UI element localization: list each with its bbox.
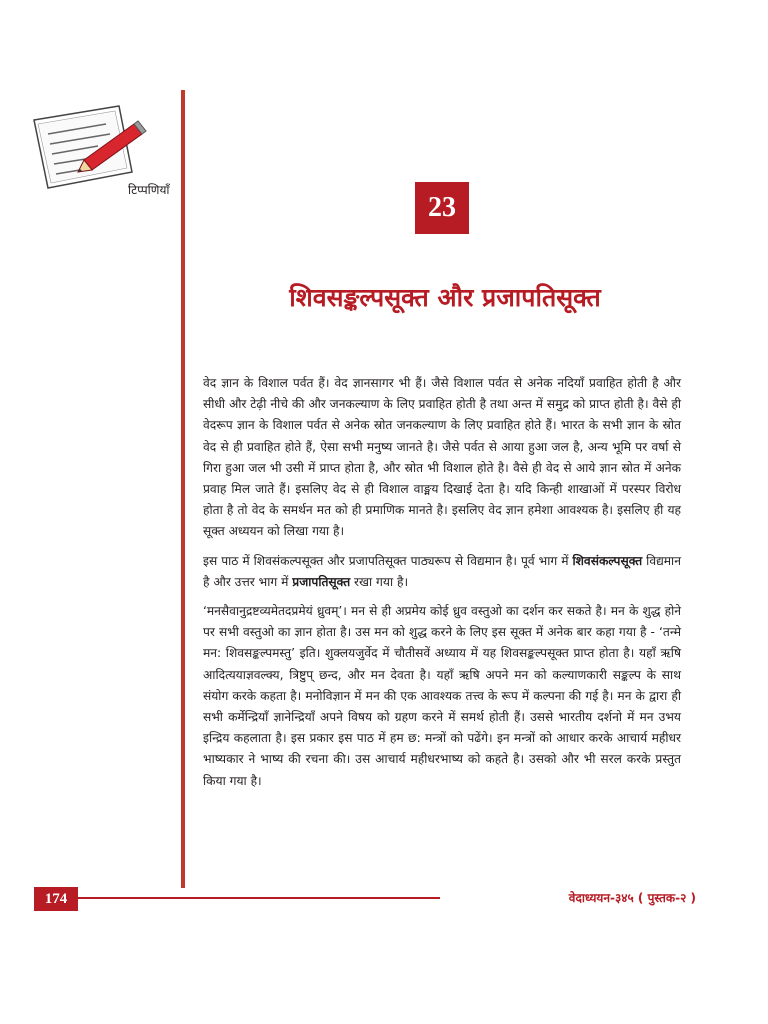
paragraph-structure-part-1: इस पाठ में शिवसंकल्पसूक्त और प्रजापतिसूक्त पाठ्यरूप से विद्यमान है। पूर्व भाग में <box>203 553 573 568</box>
term-prajapati: प्रजापतिसूक्त <box>292 574 351 589</box>
paragraph-structure <box>203 551 681 593</box>
body-text <box>203 373 681 800</box>
term-shivasankalpa: शिवसंकल्पसूक्त <box>572 553 643 568</box>
paragraph-intro: वेद ज्ञान के विशाल पर्वत हैं। वेद ज्ञानसागर भी हैं। जैसे विशाल पर्वत से अनेक नदियाँ प्रवाहित होती है और सीधी और टेढ़ी नीचे की और जनकल्याण के लिए प्रवाहित होती है तथा अन्त में समुद्र को प्राप्त होती है। वैसे ही वेदरूप ज्ञान के विशाल पर्वत से अनेक स्रोत जनकल्याण के लिए प्रवाहित होते हैं। भारत के सभी ज्ञान के स्रोत वेद से ही प्रवाहित होते हैं, ऐसा सभी मनुष्य जानते है। जैसे पर्वत से आया हुआ जल है, अन्य भूमि पर वर्षा से गिरा हुआ जल भी उसी में प्राप्त होता है, और स्रोत भी विशाल होते है। वैसे ही वेद से आये ज्ञान स्रोत में अनेक प्रवाह मिल जाते हैं। इसलिए वेद से ही विशाल वाङ्मय दिखाई देता है। यदि किन्ही शाखाओं में परस्पर विरोध होता है तो वेद के समर्थन मत को ही प्रमाणिक मानते है। इसलिए वेद ज्ञान हमेशा आवश्यक है। इसलिए ही यह सूक्त अध्ययन को लिखा गया है। <box>203 376 681 539</box>
chapter-title: शिवसङ्कल्पसूक्त और प्रजापतिसूक्त <box>289 283 601 312</box>
paragraph-structure-part-3: रखा गया है। <box>350 574 409 589</box>
paragraph-structure-part-2: विद्यमान है और उत्तर भाग में <box>203 553 681 589</box>
chapter-number: 23 <box>428 192 456 223</box>
paragraph-mind: ‘मनसैवानुद्रष्टव्यमेतदप्रमेयं ध्रुवम्’। मन से ही अप्रमेय कोई ध्रुव वस्तुओ का दर्शन कर सकते है। मन के शुद्ध होने पर सभी वस्तुओ का ज्ञान होता है। उस मन को शुद्ध करने के लिए इस सूक्त में अनेक बार कहा गया है - ‘तन्मे मन: शिवसङ्कल्पमस्तु’ इति। शुक्लयजुर्वेद में चौतीसवें अध्याय में यह शिवसङ्कल्पसूक्त प्राप्त होता है। यहाँ ऋषि आदित्ययाज्ञवल्क्य, त्रिष्टुप् छन्द, और मन देवता है। यहाँ ऋषि अपने मन को कल्याणकारी सङ्कल्प के साथ संयोग करके कहता है। मनोविज्ञान में मन की एक आवश्यक तत्त्व के रूप में कल्पना की गई है। मन के द्वारा ही सभी कर्मेन्द्रियाँ ज्ञानेन्द्रियाँ अपने विषय को ग्रहण करने में समर्थ होती हैं। उससे भारतीय दर्शनो में मन उभय इन्द्रिय कहलाता है। इस प्रकार इस पाठ में हम छ: मन्त्रों को पढेंगे। इन मन्त्रों को आधार करके आचार्य महीधर भाष्यकार ने भाष्य की रचना की। उस आचार्य महीधरभाष्य को कहते है। उसको और भी सरल करके प्रस्तुत किया गया है। <box>203 604 681 788</box>
margin-divider <box>181 90 185 888</box>
sidebar-notes-label: टिप्पणियाँ <box>128 183 170 197</box>
footer-book-title: वेदाध्ययन-३४५ ( पुस्तक-२ ) <box>440 889 696 906</box>
chapter-number-badge <box>415 182 469 234</box>
page-number: 174 <box>34 887 78 911</box>
